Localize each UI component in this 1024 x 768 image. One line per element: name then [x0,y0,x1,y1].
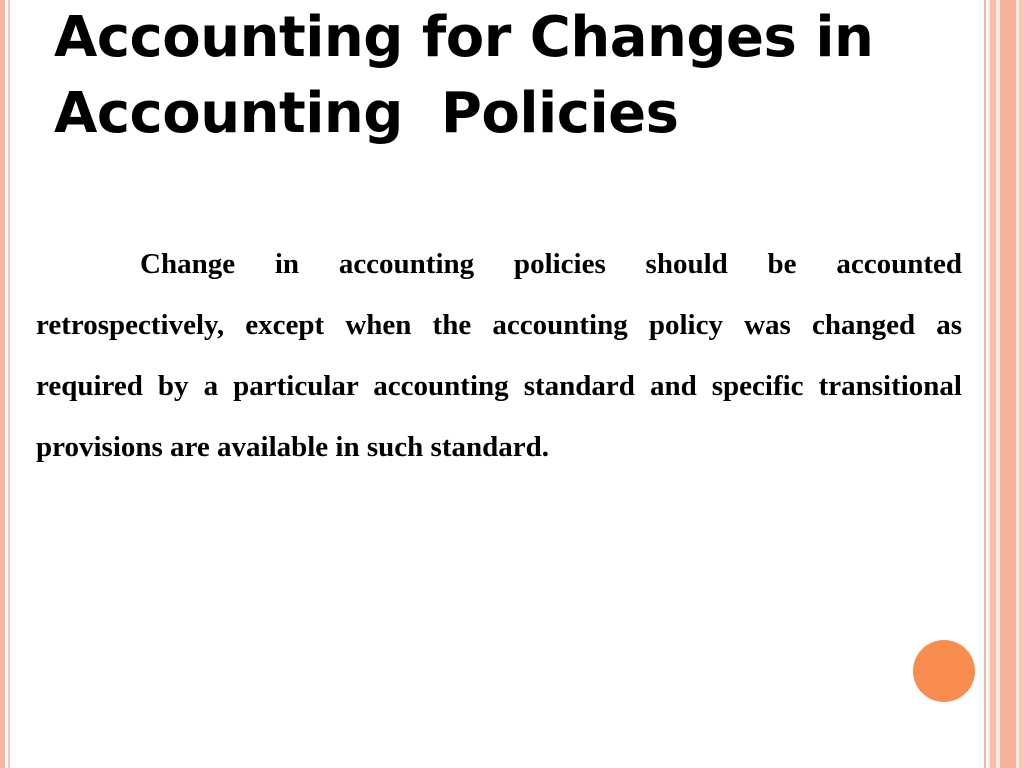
right-border-line [984,0,986,768]
left-border-line [8,0,10,768]
right-border-stripe [990,0,996,768]
slide-title-line-2: Accounting Policies [54,81,679,146]
left-border-stripe [0,0,5,768]
slide-title-line-1: Accounting for Changes in [54,5,874,70]
slide-body-text: Change in accounting policies should be accounted retrospectively, except when the accounting policy was changed as required by a particular accounting standard and specific transitional provisions are available in such standard. [36,248,962,463]
right-border-stripe [1000,0,1016,768]
right-border-stripe [1019,0,1024,768]
decorative-circle-icon [913,640,975,702]
slide-title [54,0,954,152]
